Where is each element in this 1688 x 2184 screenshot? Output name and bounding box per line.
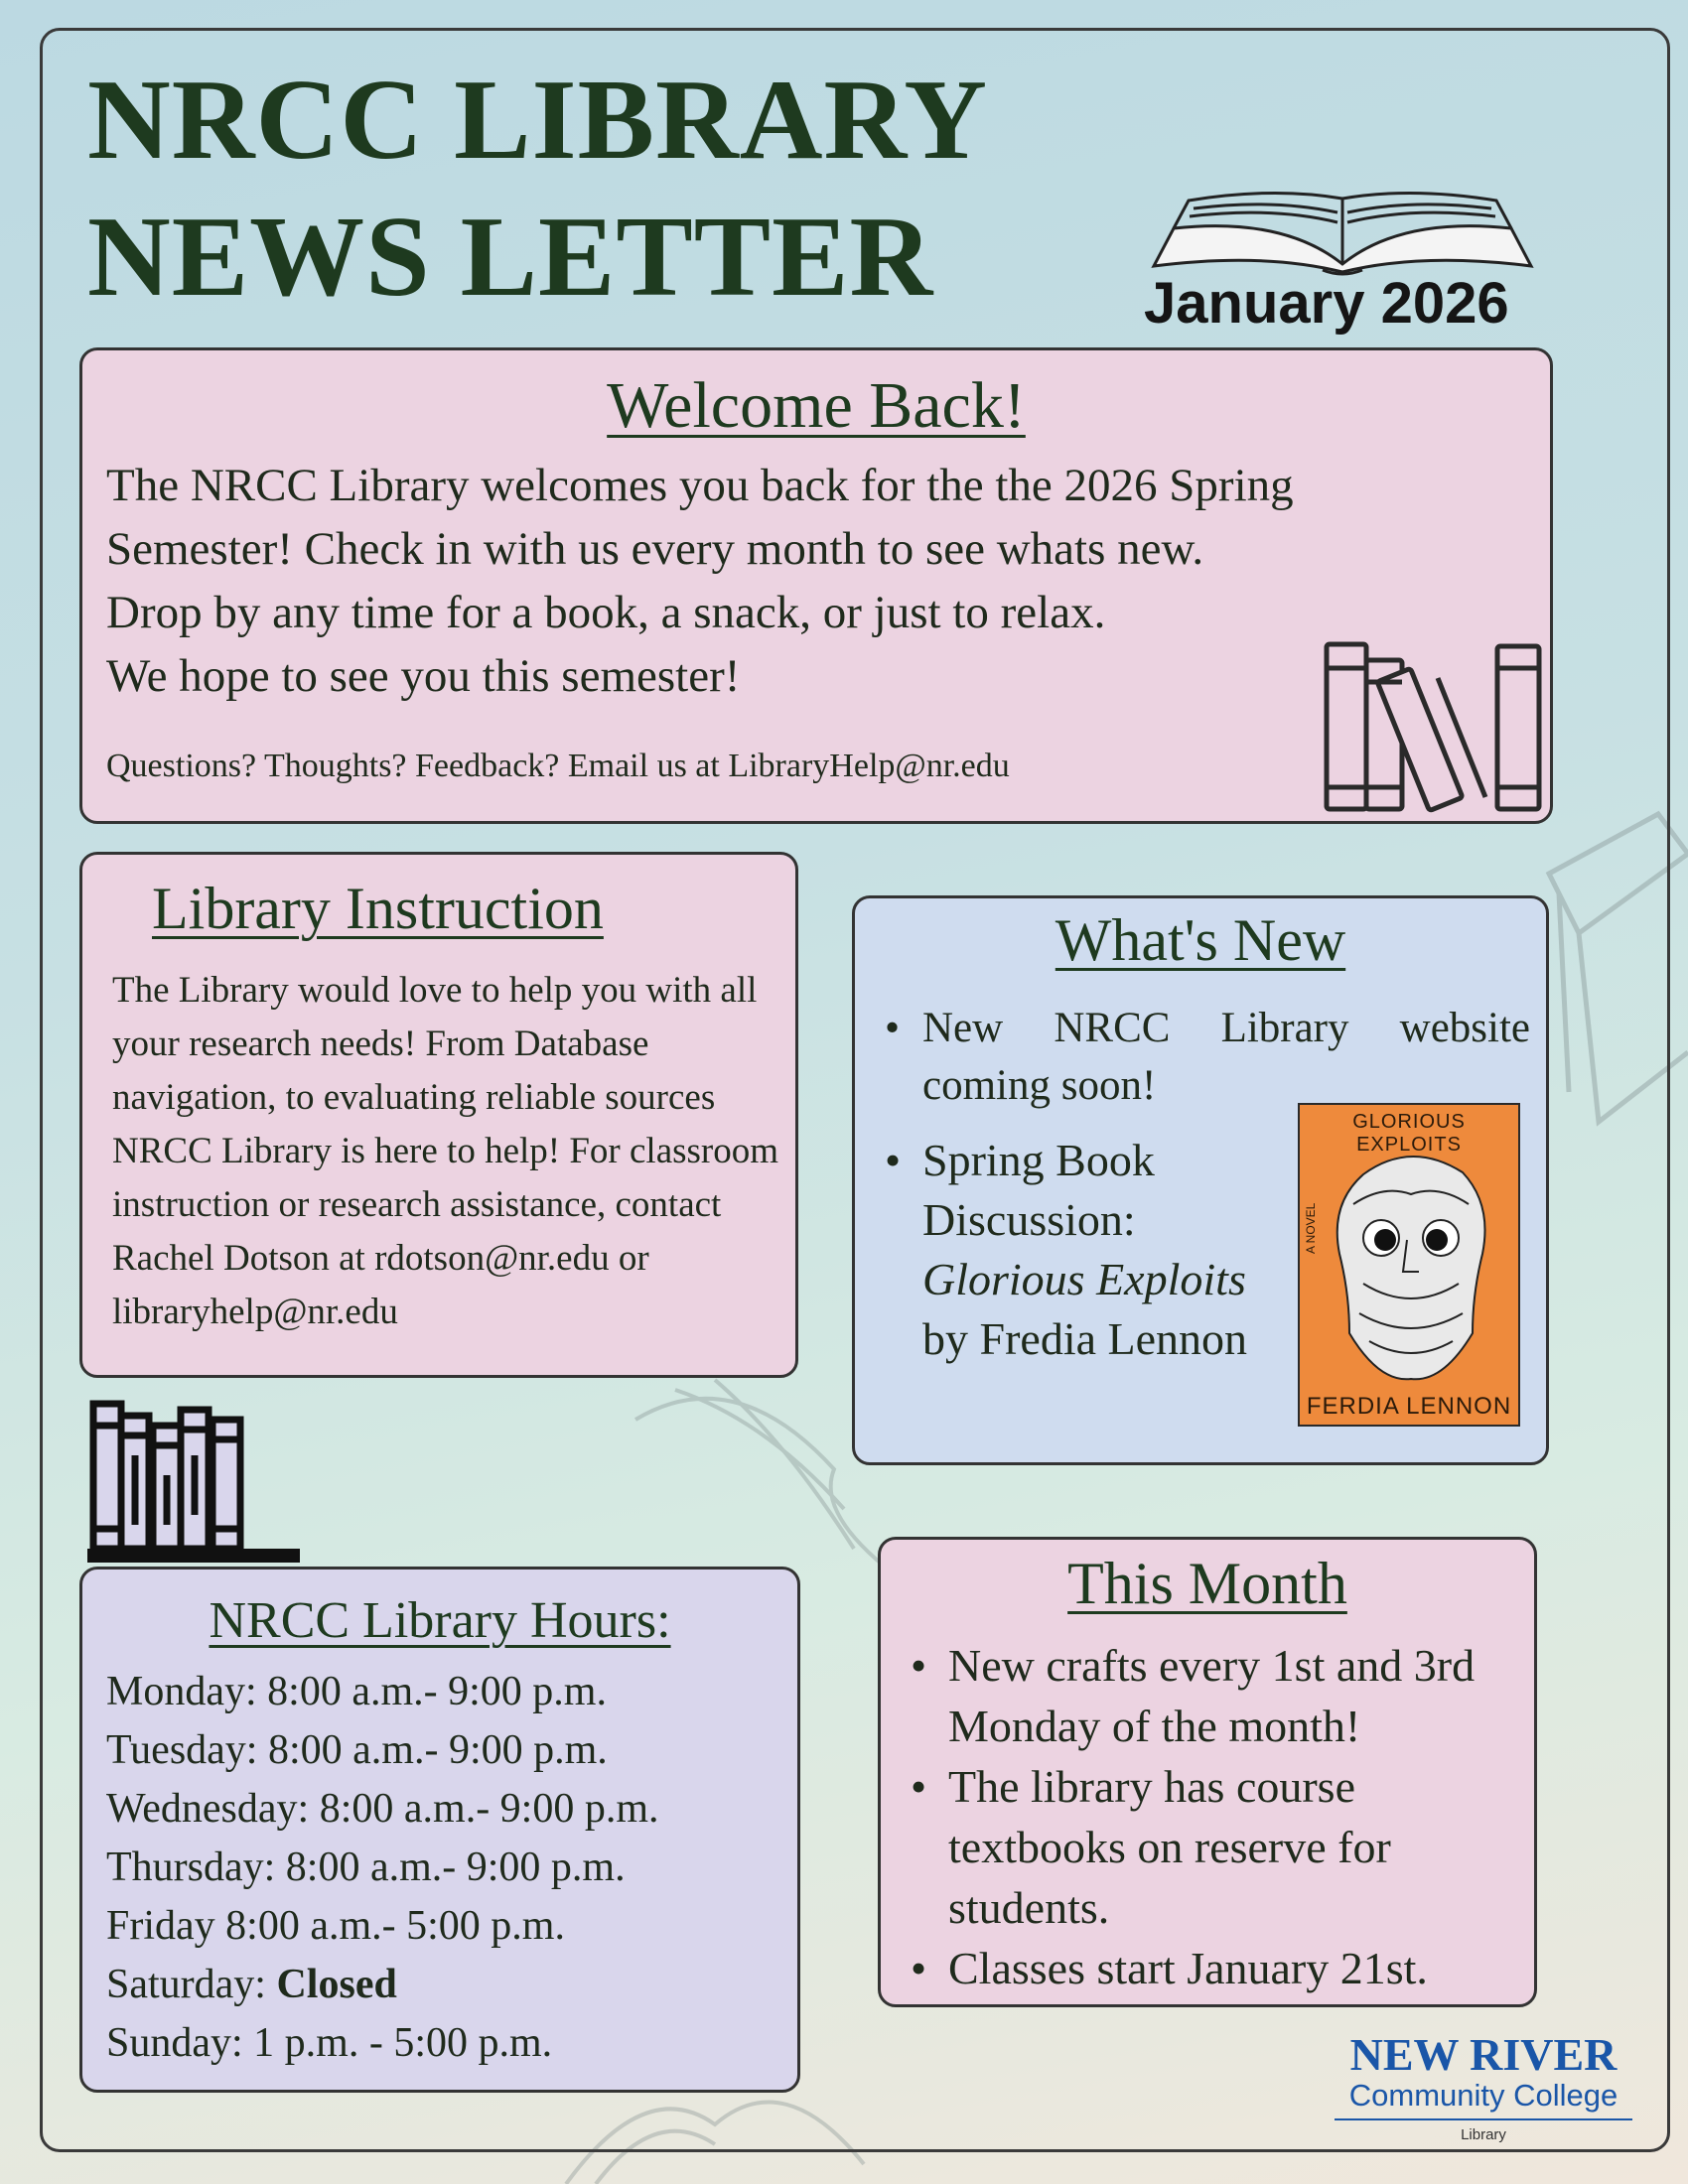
welcome-line: Semester! Check in with us every month to see whats new. xyxy=(106,523,1204,575)
hours-time: 8:00 a.m.- 9:00 p.m. xyxy=(319,1786,659,1832)
library-instruction-section xyxy=(79,852,798,1378)
welcome-line: We hope to see you this semester! xyxy=(106,650,741,702)
hours-row xyxy=(106,1839,659,1897)
this-month-section xyxy=(878,1537,1537,2007)
hours-row xyxy=(106,1956,659,2014)
welcome-heading: Welcome Back! xyxy=(607,369,1026,442)
hours-row xyxy=(106,1721,659,1780)
hours-time: 8:00 a.m.- 9:00 p.m. xyxy=(285,1844,626,1890)
logo-department: Library xyxy=(1461,2126,1506,2143)
cover-author: FERDIA LENNON xyxy=(1306,1393,1512,1420)
hours-day: Wednesday: xyxy=(106,1786,310,1832)
title-line-2: NEWS LETTER xyxy=(87,194,934,321)
list-item: • New NRCC Library website coming soon! xyxy=(875,1000,1530,1115)
welcome-line: Drop by any time for a book, a snack, or just to relax. xyxy=(106,587,1106,638)
instruction-text: The Library would love to help you with all your research needs! From Database navigation, to evaluating reliable sources NRCC Library is here to help! For classroom instruction or research assistance, contact Rachel Dotson at rdotson@nr.edu or libraryhelp@nr.edu xyxy=(112,970,779,1332)
logo-name: NEW RIVER xyxy=(1349,2029,1618,2080)
hours-row xyxy=(106,1780,659,1839)
cover-title: GLORIOUS EXPLOITS xyxy=(1352,1111,1466,1156)
hours-row xyxy=(106,1897,659,1956)
cover-tag: A NOVEL xyxy=(1304,1202,1318,1254)
hours-day: Tuesday: xyxy=(106,1727,258,1773)
welcome-section xyxy=(79,347,1553,824)
hours-day: Thursday: xyxy=(106,1844,276,1890)
hours-day: Monday: xyxy=(106,1669,257,1714)
title-line-1: NRCC LIBRARY xyxy=(87,57,988,184)
bust-illustration xyxy=(1324,1145,1498,1383)
instruction-heading: Library Instruction xyxy=(152,876,604,941)
college-logo xyxy=(1335,2031,1632,2143)
hours-row xyxy=(106,2014,659,2073)
hours-heading: NRCC Library Hours: xyxy=(209,1592,671,1649)
hours-row xyxy=(106,1663,659,1721)
welcome-message xyxy=(106,454,1337,708)
whats-new-heading: What's New xyxy=(1055,907,1346,973)
bookshelf-icon xyxy=(87,1396,300,1567)
book-cover-image xyxy=(1298,1103,1520,1427)
hours-time: 8:00 a.m.- 9:00 p.m. xyxy=(267,1727,608,1773)
contact-email-line: Questions? Thoughts? Feedback? Email us at LibraryHelp@nr.edu xyxy=(106,748,1010,784)
book-title: Glorious Exploits xyxy=(922,1254,1246,1304)
whats-new-section xyxy=(852,895,1549,1465)
whats-new-list xyxy=(875,1131,1292,1369)
hours-time: 8:00 a.m.- 5:00 p.m. xyxy=(225,1903,565,1949)
newsletter-date: January 2026 xyxy=(1144,271,1509,336)
logo-subtitle: Community College xyxy=(1335,2079,1632,2120)
hours-time-closed: Closed xyxy=(276,1962,397,2007)
list-item: • New crafts every 1st and 3rd Monday of the month! xyxy=(901,1635,1526,1756)
this-month-heading: This Month xyxy=(1067,1551,1347,1616)
book-discussion-label: Spring Book Discussion: xyxy=(922,1135,1155,1245)
hours-day: Sunday: xyxy=(106,2020,243,2066)
hours-day: Saturday: xyxy=(106,1962,266,2007)
list-item xyxy=(875,1131,1292,1369)
library-hours-section xyxy=(79,1567,800,2093)
hours-time: 8:00 a.m.- 9:00 p.m. xyxy=(267,1669,607,1714)
list-item: • Classes start January 21st. xyxy=(901,1938,1526,1998)
book-author: by Fredia Lennon xyxy=(922,1313,1248,1364)
books-icon xyxy=(1319,638,1547,817)
hours-time: 1 p.m. - 5:00 p.m. xyxy=(253,2020,553,2066)
hours-list xyxy=(106,1663,659,2073)
open-book-icon xyxy=(1134,187,1551,276)
whats-new-list xyxy=(875,1000,1530,1115)
newsletter-title xyxy=(87,52,988,326)
hours-day: Friday xyxy=(106,1903,215,1949)
list-item: • The library has course textbooks on reserve for students. xyxy=(901,1756,1526,1938)
welcome-line: The NRCC Library welcomes you back for the the 2026 Spring xyxy=(106,460,1294,511)
this-month-list xyxy=(901,1635,1526,1998)
